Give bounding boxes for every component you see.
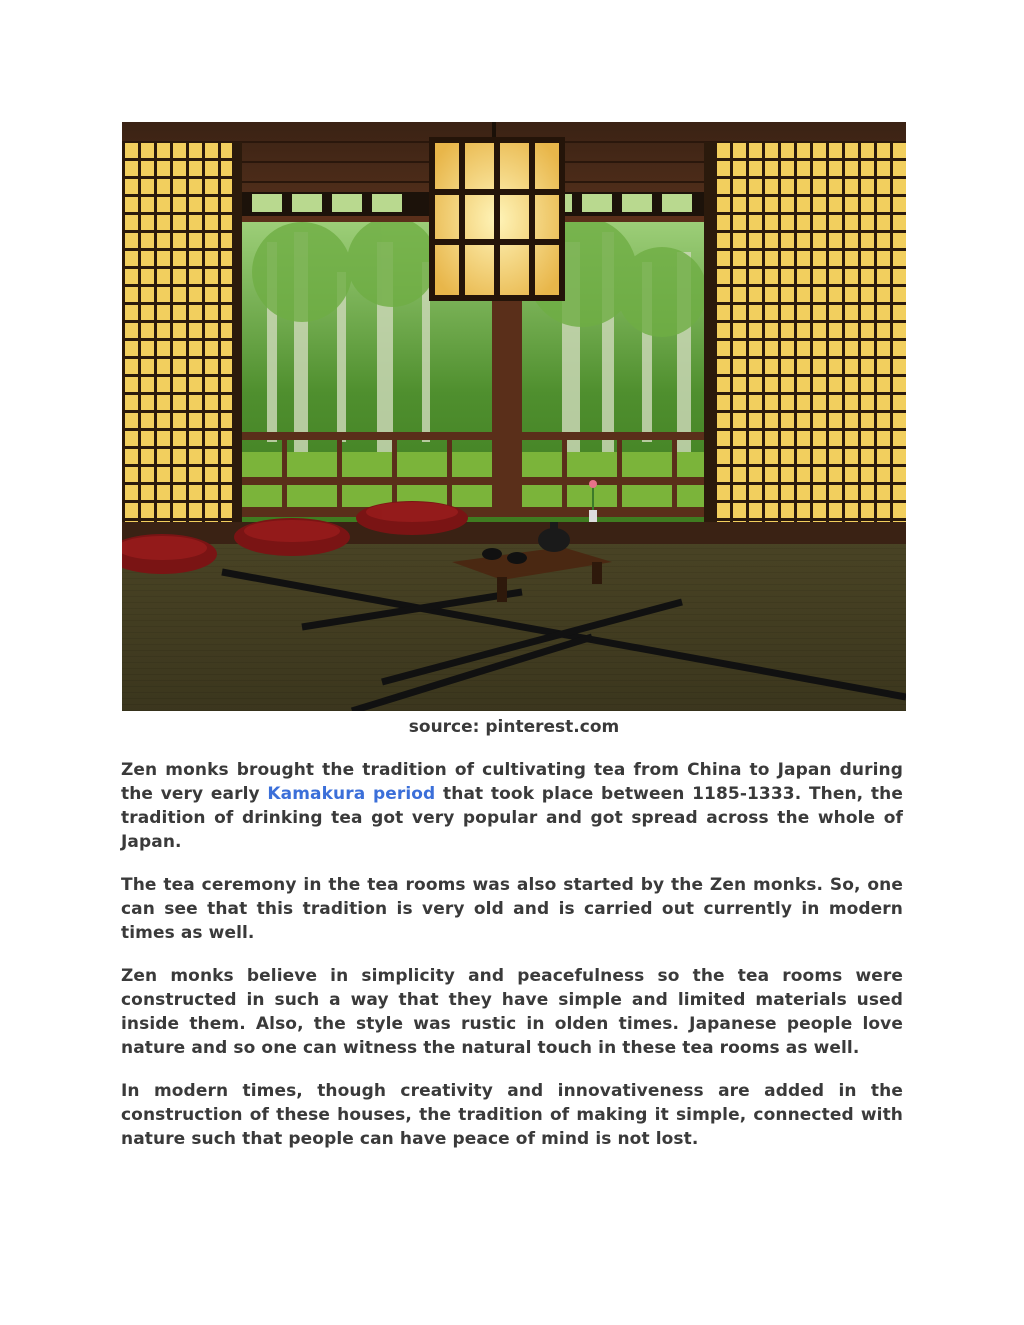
- article-body: [121, 758, 903, 1170]
- paragraph-4: In modern times, though creativity and innovativeness are added in the construction of these houses, the tradition of making it simple, connected with nature such that people can have peace of mind is not lost.: [121, 1081, 903, 1149]
- paragraph-1-rest: that took place between 1185-1333. Then, the tradition of drinking tea got very popular and got spread across the whole of Japan.: [121, 784, 903, 852]
- kamakura-period-link[interactable]: Kamakura period: [267, 784, 436, 804]
- tea-room-illustration: [122, 122, 906, 711]
- paragraph-1-intro: Zen monks brought the tradition of cultivating tea from China to Japan during the very early: [121, 760, 903, 804]
- paragraph-1: [121, 758, 903, 854]
- image-caption: source: pinterest.com: [408, 717, 620, 737]
- paragraph-2: The tea ceremony in the tea rooms was also started by the Zen monks. So, one can see that this tradition is very old and is carried out currently in modern times as well.: [121, 875, 903, 943]
- paragraph-3: Zen monks believe in simplicity and peacefulness so the tea rooms were constructed in such a way that they have simple and limited materials used inside them. Also, the style was rustic in olden times. Japanese people love nature and so one can witness the natural touch in these tea rooms as well.: [121, 966, 903, 1058]
- tea-room-photo: [122, 122, 906, 711]
